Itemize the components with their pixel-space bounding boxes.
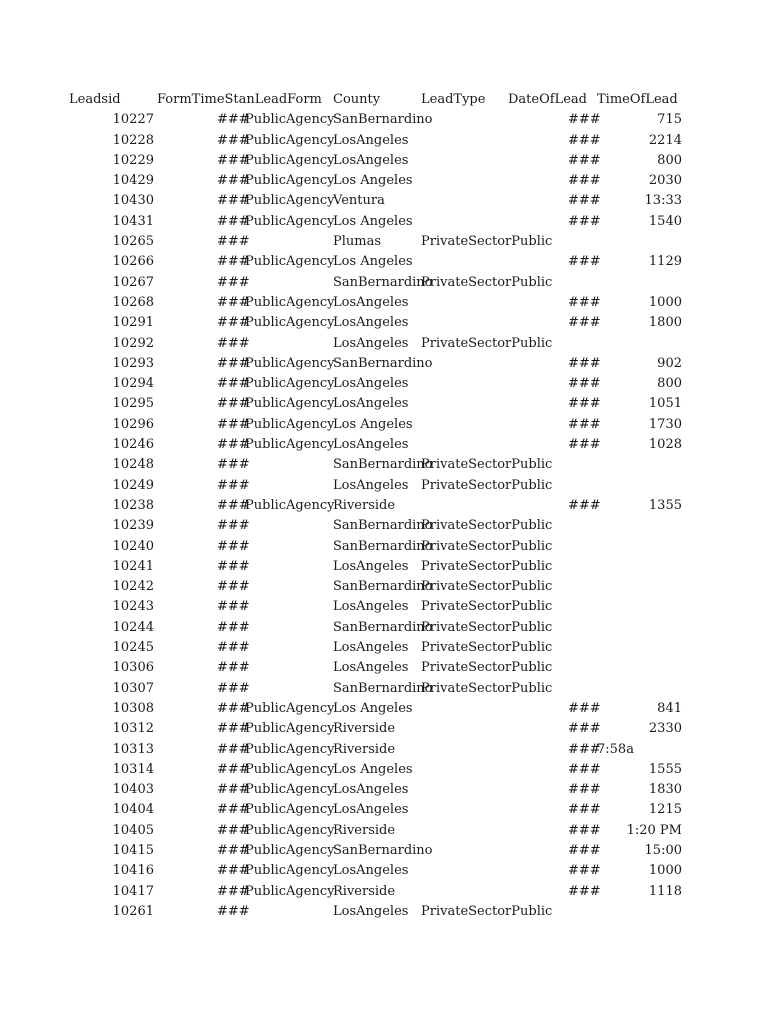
lead-type-cell: PrivateSectorPublic	[421, 274, 553, 290]
county-cell: Los Angeles	[333, 700, 413, 716]
lead-id-cell: 10246	[112, 437, 154, 453]
date-of-lead-cell: ###	[568, 741, 601, 757]
time-of-lead-cell: 800	[657, 376, 682, 392]
table-row	[0, 780, 768, 800]
county-cell: Los Angeles	[333, 213, 413, 229]
county-cell: Riverside	[333, 822, 396, 838]
lead-id-cell: 10239	[112, 518, 154, 534]
table-row	[0, 740, 768, 760]
table-row	[0, 516, 768, 536]
lead-type-cell: PrivateSectorPublic	[421, 903, 553, 919]
table-row	[0, 638, 768, 658]
lead-id-cell: 10241	[112, 558, 154, 574]
table-row	[0, 861, 768, 881]
lead-id-cell: 10429	[112, 173, 154, 189]
lead-id-cell: 10267	[112, 274, 154, 290]
table-row	[0, 232, 768, 252]
lead-id-cell: 10238	[112, 497, 154, 513]
table-row	[0, 679, 768, 699]
table-row	[0, 252, 768, 272]
county-cell: LosAngeles	[333, 396, 409, 412]
date-of-lead-cell: ###	[568, 213, 601, 229]
time-of-lead-cell: 13:33	[644, 193, 682, 209]
lead-id-cell: 10244	[112, 619, 154, 635]
time-of-lead-cell: 1000	[648, 294, 682, 310]
lead-type-cell: PrivateSectorPublic	[421, 558, 553, 574]
lead-form-cell: PublicAgency	[245, 822, 335, 838]
time-of-lead-cell: 1215	[648, 802, 682, 818]
county-cell: LosAngeles	[333, 660, 409, 676]
header-leadsid: Leadsid	[69, 92, 121, 107]
header-dateoflead: DateOfLead	[508, 92, 587, 107]
time-of-lead-cell: 2030	[648, 173, 682, 189]
header-leadtype: LeadType	[421, 92, 486, 107]
lead-type-cell: PrivateSectorPublic	[421, 538, 553, 554]
county-cell: LosAngeles	[333, 437, 409, 453]
time-of-lead-cell: 7:58a	[597, 741, 634, 757]
form-time-cell: ###	[217, 335, 250, 351]
table-row	[0, 597, 768, 617]
table-row	[0, 658, 768, 678]
lead-id-cell: 10296	[112, 416, 154, 432]
form-time-cell: ###	[217, 619, 250, 635]
lead-type-cell: PrivateSectorPublic	[421, 457, 553, 473]
time-of-lead-cell: 2330	[648, 721, 682, 737]
county-cell: LosAngeles	[333, 599, 409, 615]
table-row	[0, 354, 768, 374]
county-cell: LosAngeles	[333, 863, 409, 879]
county-cell: SanBernardino	[333, 619, 433, 635]
form-time-cell: ###	[217, 376, 250, 392]
county-cell: SanBernardino	[333, 355, 433, 371]
table-row	[0, 131, 768, 151]
county-cell: SanBernardino	[333, 579, 433, 595]
lead-id-cell: 10430	[112, 193, 154, 209]
date-of-lead-cell: ###	[568, 437, 601, 453]
date-of-lead-cell: ###	[568, 132, 601, 148]
lead-id-cell: 10242	[112, 579, 154, 595]
lead-form-cell: PublicAgency	[245, 721, 335, 737]
county-cell: LosAngeles	[333, 152, 409, 168]
date-of-lead-cell: ###	[568, 315, 601, 331]
form-time-cell: ###	[217, 680, 250, 696]
lead-id-cell: 10240	[112, 538, 154, 554]
form-time-cell: ###	[217, 761, 250, 777]
county-cell: LosAngeles	[333, 640, 409, 656]
lead-form-cell: PublicAgency	[245, 782, 335, 798]
county-cell: SanBernardino	[333, 680, 433, 696]
lead-form-cell: PublicAgency	[245, 802, 335, 818]
form-time-cell: ###	[217, 538, 250, 554]
form-time-cell: ###	[217, 254, 250, 270]
table-row	[0, 293, 768, 313]
table-body	[0, 110, 768, 922]
date-of-lead-cell: ###	[568, 700, 601, 716]
table-row	[0, 171, 768, 191]
form-time-cell: ###	[217, 903, 250, 919]
county-cell: LosAngeles	[333, 315, 409, 331]
form-time-cell: ###	[217, 315, 250, 331]
time-of-lead-cell: 841	[657, 700, 682, 716]
lead-id-cell: 10248	[112, 457, 154, 473]
date-of-lead-cell: ###	[568, 782, 601, 798]
date-of-lead-cell: ###	[568, 721, 601, 737]
lead-form-cell: PublicAgency	[245, 294, 335, 310]
county-cell: LosAngeles	[333, 335, 409, 351]
lead-form-cell: PublicAgency	[245, 315, 335, 331]
county-cell: Los Angeles	[333, 173, 413, 189]
date-of-lead-cell: ###	[568, 152, 601, 168]
lead-form-cell: PublicAgency	[245, 173, 335, 189]
lead-id-cell: 10227	[112, 112, 154, 128]
lead-id-cell: 10313	[112, 741, 154, 757]
lead-form-cell: PublicAgency	[245, 112, 335, 128]
lead-form-cell: PublicAgency	[245, 863, 335, 879]
county-cell: LosAngeles	[333, 376, 409, 392]
date-of-lead-cell: ###	[568, 822, 601, 838]
date-of-lead-cell: ###	[568, 376, 601, 392]
lead-type-cell: PrivateSectorPublic	[421, 660, 553, 676]
county-cell: SanBernardino	[333, 112, 433, 128]
county-cell: LosAngeles	[333, 802, 409, 818]
lead-form-cell: PublicAgency	[245, 152, 335, 168]
table-row	[0, 841, 768, 861]
lead-id-cell: 10266	[112, 254, 154, 270]
county-cell: LosAngeles	[333, 903, 409, 919]
table-row	[0, 557, 768, 577]
header-timeoflead: TimeOfLead	[597, 92, 678, 107]
county-cell: Los Angeles	[333, 416, 413, 432]
date-of-lead-cell: ###	[568, 416, 601, 432]
time-of-lead-cell: 1800	[648, 315, 682, 331]
lead-id-cell: 10292	[112, 335, 154, 351]
lead-id-cell: 10417	[112, 883, 154, 899]
date-of-lead-cell: ###	[568, 193, 601, 209]
table-row	[0, 496, 768, 516]
lead-type-cell: PrivateSectorPublic	[421, 579, 553, 595]
lead-id-cell: 10404	[112, 802, 154, 818]
header-row	[0, 90, 768, 110]
table-row	[0, 313, 768, 333]
county-cell: LosAngeles	[333, 477, 409, 493]
form-time-cell: ###	[217, 721, 250, 737]
lead-id-cell: 10403	[112, 782, 154, 798]
lead-form-cell: PublicAgency	[245, 193, 335, 209]
table-row	[0, 191, 768, 211]
county-cell: LosAngeles	[333, 132, 409, 148]
date-of-lead-cell: ###	[568, 396, 601, 412]
county-cell: Riverside	[333, 883, 396, 899]
lead-id-cell: 10294	[112, 376, 154, 392]
time-of-lead-cell: 1355	[648, 497, 682, 513]
table-row	[0, 577, 768, 597]
table-row	[0, 537, 768, 557]
date-of-lead-cell: ###	[568, 802, 601, 818]
lead-type-cell: PrivateSectorPublic	[421, 518, 553, 534]
time-of-lead-cell: 2214	[648, 132, 682, 148]
lead-form-cell: PublicAgency	[245, 497, 335, 513]
date-of-lead-cell: ###	[568, 294, 601, 310]
time-of-lead-cell: 1051	[648, 396, 682, 412]
lead-form-cell: PublicAgency	[245, 376, 335, 392]
date-of-lead-cell: ###	[568, 497, 601, 513]
time-of-lead-cell: 1129	[648, 254, 682, 270]
lead-type-cell: PrivateSectorPublic	[421, 640, 553, 656]
form-time-cell: ###	[217, 234, 250, 250]
time-of-lead-cell: 1730	[648, 416, 682, 432]
table-row	[0, 435, 768, 455]
form-time-cell: ###	[217, 355, 250, 371]
table-row	[0, 110, 768, 130]
county-cell: Riverside	[333, 497, 396, 513]
county-cell: Los Angeles	[333, 761, 413, 777]
table-row	[0, 618, 768, 638]
form-time-cell: ###	[217, 558, 250, 574]
date-of-lead-cell: ###	[568, 761, 601, 777]
form-time-cell: ###	[217, 396, 250, 412]
lead-id-cell: 10261	[112, 903, 154, 919]
date-of-lead-cell: ###	[568, 355, 601, 371]
form-time-cell: ###	[217, 173, 250, 189]
lead-form-cell: PublicAgency	[245, 761, 335, 777]
time-of-lead-cell: 715	[657, 112, 682, 128]
lead-id-cell: 10291	[112, 315, 154, 331]
lead-form-cell: PublicAgency	[245, 842, 335, 858]
form-time-cell: ###	[217, 741, 250, 757]
lead-form-cell: PublicAgency	[245, 396, 335, 412]
lead-id-cell: 10405	[112, 822, 154, 838]
form-time-cell: ###	[217, 700, 250, 716]
lead-id-cell: 10228	[112, 132, 154, 148]
county-cell: Plumas	[333, 234, 382, 250]
table-row	[0, 374, 768, 394]
county-cell: SanBernardino	[333, 518, 433, 534]
lead-form-cell: PublicAgency	[245, 132, 335, 148]
lead-form-cell: PublicAgency	[245, 741, 335, 757]
form-time-cell: ###	[217, 782, 250, 798]
lead-id-cell: 10293	[112, 355, 154, 371]
form-time-cell: ###	[217, 497, 250, 513]
time-of-lead-cell: 800	[657, 152, 682, 168]
lead-form-cell: PublicAgency	[245, 254, 335, 270]
table-row	[0, 821, 768, 841]
lead-id-cell: 10243	[112, 599, 154, 615]
table-row	[0, 882, 768, 902]
table-row	[0, 455, 768, 475]
lead-id-cell: 10249	[112, 477, 154, 493]
lead-id-cell: 10245	[112, 640, 154, 656]
form-time-cell: ###	[217, 477, 250, 493]
county-cell: SanBernardino	[333, 274, 433, 290]
form-time-cell: ###	[217, 822, 250, 838]
county-cell: SanBernardino	[333, 842, 433, 858]
table-row	[0, 415, 768, 435]
date-of-lead-cell: ###	[568, 883, 601, 899]
time-of-lead-cell: 1540	[648, 213, 682, 229]
form-time-cell: ###	[217, 518, 250, 534]
lead-form-cell: PublicAgency	[245, 437, 335, 453]
lead-form-cell: PublicAgency	[245, 700, 335, 716]
lead-id-cell: 10295	[112, 396, 154, 412]
form-time-cell: ###	[217, 640, 250, 656]
lead-type-cell: PrivateSectorPublic	[421, 477, 553, 493]
form-time-cell: ###	[217, 883, 250, 899]
lead-type-cell: PrivateSectorPublic	[421, 680, 553, 696]
lead-id-cell: 10306	[112, 660, 154, 676]
county-cell: Ventura	[333, 193, 385, 209]
county-cell: Riverside	[333, 721, 396, 737]
lead-id-cell: 10307	[112, 680, 154, 696]
form-time-cell: ###	[217, 132, 250, 148]
county-cell: LosAngeles	[333, 294, 409, 310]
form-time-cell: ###	[217, 152, 250, 168]
table-row	[0, 800, 768, 820]
spreadsheet	[0, 90, 768, 922]
lead-form-cell: PublicAgency	[245, 213, 335, 229]
date-of-lead-cell: ###	[568, 254, 601, 270]
lead-id-cell: 10268	[112, 294, 154, 310]
time-of-lead-cell: 1555	[648, 761, 682, 777]
lead-type-cell: PrivateSectorPublic	[421, 619, 553, 635]
lead-id-cell: 10431	[112, 213, 154, 229]
time-of-lead-cell: 15:00	[644, 842, 682, 858]
form-time-cell: ###	[217, 579, 250, 595]
form-time-cell: ###	[217, 193, 250, 209]
form-time-cell: ###	[217, 294, 250, 310]
form-time-cell: ###	[217, 599, 250, 615]
time-of-lead-cell: 1830	[648, 782, 682, 798]
lead-id-cell: 10415	[112, 842, 154, 858]
table-row	[0, 212, 768, 232]
lead-type-cell: PrivateSectorPublic	[421, 234, 553, 250]
county-cell: LosAngeles	[333, 558, 409, 574]
form-time-cell: ###	[217, 660, 250, 676]
lead-id-cell: 10265	[112, 234, 154, 250]
county-cell: Riverside	[333, 741, 396, 757]
table-row	[0, 699, 768, 719]
form-time-cell: ###	[217, 274, 250, 290]
county-cell: LosAngeles	[333, 782, 409, 798]
lead-id-cell: 10312	[112, 721, 154, 737]
date-of-lead-cell: ###	[568, 863, 601, 879]
table-row	[0, 476, 768, 496]
table-row	[0, 902, 768, 922]
time-of-lead-cell: 1:20 PM	[626, 822, 682, 838]
lead-id-cell: 10229	[112, 152, 154, 168]
date-of-lead-cell: ###	[568, 173, 601, 189]
table-row	[0, 719, 768, 739]
table-row	[0, 151, 768, 171]
header-formtime: FormTimeStanLeadForm	[157, 92, 322, 107]
form-time-cell: ###	[217, 802, 250, 818]
form-time-cell: ###	[217, 842, 250, 858]
form-time-cell: ###	[217, 863, 250, 879]
table-row	[0, 760, 768, 780]
table-row	[0, 273, 768, 293]
time-of-lead-cell: 1000	[648, 863, 682, 879]
lead-id-cell: 10314	[112, 761, 154, 777]
form-time-cell: ###	[217, 416, 250, 432]
county-cell: SanBernardino	[333, 538, 433, 554]
table-row	[0, 394, 768, 414]
table-row	[0, 334, 768, 354]
header-county: County	[333, 92, 381, 107]
form-time-cell: ###	[217, 457, 250, 473]
lead-form-cell: PublicAgency	[245, 355, 335, 371]
lead-type-cell: PrivateSectorPublic	[421, 335, 553, 351]
time-of-lead-cell: 1118	[648, 883, 682, 899]
time-of-lead-cell: 902	[657, 355, 682, 371]
lead-form-cell: PublicAgency	[245, 416, 335, 432]
lead-form-cell: PublicAgency	[245, 883, 335, 899]
county-cell: Los Angeles	[333, 254, 413, 270]
form-time-cell: ###	[217, 213, 250, 229]
lead-type-cell: PrivateSectorPublic	[421, 599, 553, 615]
lead-id-cell: 10308	[112, 700, 154, 716]
lead-id-cell: 10416	[112, 863, 154, 879]
time-of-lead-cell: 1028	[648, 437, 682, 453]
form-time-cell: ###	[217, 112, 250, 128]
county-cell: SanBernardino	[333, 457, 433, 473]
form-time-cell: ###	[217, 437, 250, 453]
date-of-lead-cell: ###	[568, 842, 601, 858]
date-of-lead-cell: ###	[568, 112, 601, 128]
